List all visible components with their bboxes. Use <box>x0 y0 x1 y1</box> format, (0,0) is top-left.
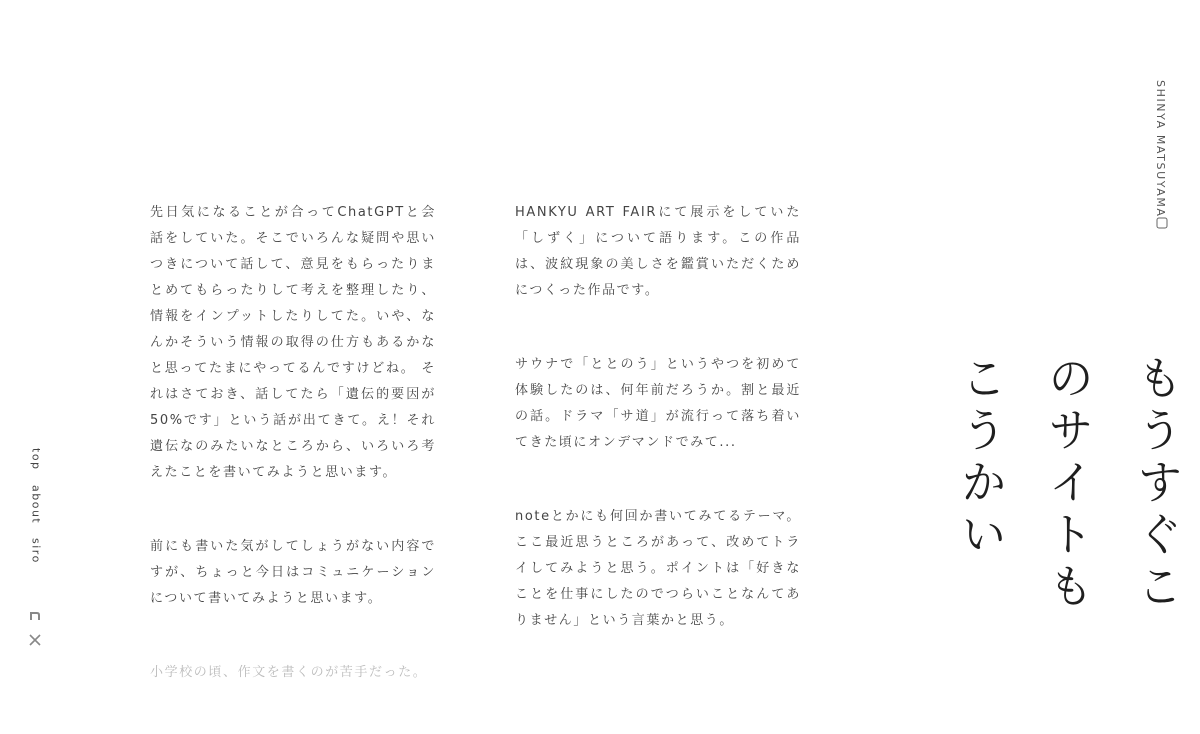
nav-link-siro[interactable]: siro <box>29 537 43 564</box>
post-excerpt[interactable]: 先日気になることが合ってChatGPTと会話をしていた。そこでいろんな疑問や思いつきについて話して、意見をもらったりまとめてもらったりして考えを整理したり、情報をインプットしたりしてた。いや、なんかそういう情報の取得の仕方もあるかなと思ってたまにやってるんですけどね。 それはさておき、話してたら「遺伝的要因が50%です」という話が出てきて。え！それ遺伝なのみたいなところから、いろいろ考えたことを書いてみようと思います。 <box>150 205 436 480</box>
post-excerpt[interactable]: サウナで「ととのう」というやつを初めて体験したのは、何年前だろうか。割と最近の話。ドラマ「サ道」が流行って落ち着いてきた頃にオンデマンドでみて... <box>515 357 801 450</box>
post-column-left <box>150 200 436 734</box>
post-excerpt[interactable]: 小学校の頃、作文を書くのが苦手だった。 <box>150 665 428 680</box>
post-column-right <box>515 200 801 682</box>
post-excerpt[interactable]: 前にも書いた気がしてしょうがない内容ですが、ちょっと今日はコミュニケーションについて書いてみようと思います。 <box>150 539 436 606</box>
x-icon[interactable] <box>28 632 42 646</box>
site-title-line: もうすぐこ <box>1130 354 1184 614</box>
site-title-line: のサイトも <box>1041 354 1095 614</box>
side-nav <box>22 448 50 578</box>
nav-link-top[interactable]: top <box>29 448 43 471</box>
post-excerpt[interactable]: noteとかにも何回か書いてみてるテーマ。ここ最近思うところがあって、改めてトライしてみようと思う。ポイントは「好きなことを仕事にしたのでつらいことなんてありません」という言葉かと思う。 <box>515 509 801 628</box>
site-title-line: こうかい <box>954 354 1008 562</box>
author-name: SHINYA MATSUYAMA <box>1154 80 1167 218</box>
post-excerpt[interactable]: HANKYU ART FAIRにて展示をしていた「しずく」について語ります。この作品は、波紋現象の美しさを鑑賞いただくためにつくった作品です。 <box>515 205 801 298</box>
instagram-icon[interactable] <box>1156 214 1168 226</box>
nav-link-about[interactable]: about <box>29 484 43 524</box>
note-icon[interactable] <box>28 608 42 622</box>
